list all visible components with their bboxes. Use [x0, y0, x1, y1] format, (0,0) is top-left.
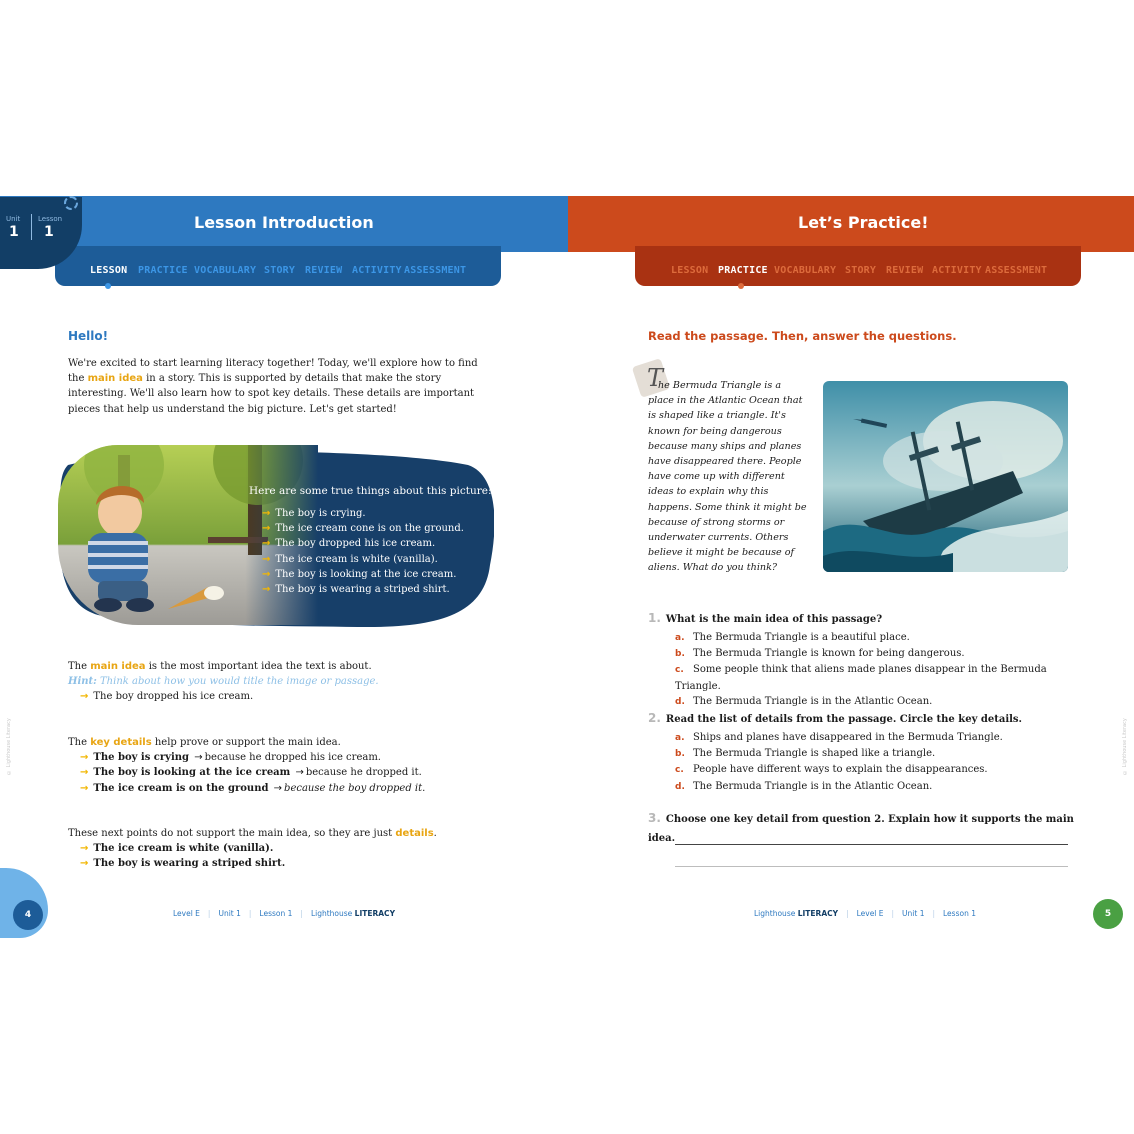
left-tab-bar — [55, 246, 501, 286]
list-item — [80, 841, 488, 856]
footer-lesson: Lesson 1 — [943, 909, 976, 918]
arrow-icon: → — [262, 568, 271, 580]
arrow-icon: → — [262, 508, 271, 519]
option-letter: c. — [675, 665, 684, 676]
ship-in-storm-image — [823, 381, 1068, 572]
details-list — [80, 841, 488, 871]
footer-unit: Unit 1 — [218, 909, 241, 918]
list-item-text: The boy is wearing a striped shirt. — [275, 584, 450, 596]
question-1 — [648, 607, 1078, 710]
tab-review[interactable]: REVIEW — [886, 265, 924, 276]
arrow-icon: → — [80, 858, 89, 870]
badge-divider — [31, 214, 32, 240]
option-letter: a. — [675, 733, 685, 743]
list-item-text: The boy is looking at the ice cream. — [275, 568, 457, 580]
greeting-heading: Hello! — [68, 329, 109, 343]
active-tab-indicator — [105, 283, 111, 289]
dropcap-letter: T — [647, 364, 664, 392]
option-letter: c. — [675, 765, 684, 776]
key-detail-rest: because the boy dropped it. — [284, 782, 426, 794]
tab-activity[interactable]: ACTIVITY — [352, 265, 402, 276]
tab-lesson[interactable]: LESSON — [90, 265, 128, 276]
unit-label: Unit — [6, 215, 21, 223]
arrow-icon: → — [80, 767, 89, 779]
option-letter: b. — [675, 649, 685, 660]
main-idea-post: is the most important idea the text is about. — [148, 661, 372, 672]
option-a[interactable] — [675, 630, 1078, 646]
footer-level: Level E — [173, 909, 200, 918]
key-detail-rest: because he dropped it. — [305, 767, 422, 779]
main-idea-answer: The boy dropped his ice cream. — [93, 691, 254, 703]
tab-assessment[interactable]: ASSESSMENT — [985, 265, 1048, 276]
list-item — [262, 567, 464, 582]
arrow-icon: → — [262, 584, 271, 596]
details-highlight: details — [395, 828, 434, 839]
list-item — [262, 521, 464, 536]
arrow-icon: → — [262, 538, 271, 550]
list-item — [80, 750, 488, 765]
option-letter: b. — [675, 749, 685, 760]
key-details-section — [68, 735, 488, 796]
picture-box-heading: Here are some true things about this picture: — [249, 485, 492, 497]
list-item — [262, 536, 464, 551]
left-footer: Level E | Unit 1 | Lesson 1 | Lighthouse LITERACY — [173, 909, 395, 918]
hint-label: Hint: — [68, 676, 97, 688]
option-text: Ships and planes have disappeared in the Bermuda Triangle. — [693, 732, 1003, 743]
hint-line — [68, 674, 488, 689]
key-details-post: help prove or support the main idea. — [154, 737, 341, 748]
lesson-label: Lesson — [38, 215, 63, 223]
detail-item: The boy is wearing a striped shirt. — [93, 858, 286, 870]
key-detail-bold: The boy is looking at the ice cream — [93, 767, 291, 779]
right-footer: Lighthouse LITERACY | Level E | Unit 1 | Lesson 1 — [754, 909, 976, 918]
detail-item: The ice cream is white (vanilla). — [93, 843, 274, 855]
details-section — [68, 826, 488, 872]
tab-review[interactable]: REVIEW — [305, 265, 343, 276]
details-post: . — [433, 828, 437, 839]
option-text: The Bermuda Triangle is in the Atlantic Ocean. — [693, 780, 933, 792]
options-list — [675, 730, 1078, 795]
option-letter: d. — [675, 781, 685, 792]
details-pre: These next points do not support the main idea, so they are just — [68, 828, 393, 839]
key-details-pre: The — [68, 737, 88, 748]
arrow-icon: → — [80, 752, 89, 764]
option-b[interactable] — [675, 646, 1078, 662]
options-list — [675, 630, 1078, 710]
main-idea-definition — [68, 659, 488, 674]
intro-paragraph — [68, 356, 480, 417]
answer-line[interactable] — [675, 866, 1068, 867]
list-item-text: The ice cream is white (vanilla). — [275, 553, 438, 565]
right-side-note: © Lighthouse Literacy — [1122, 718, 1128, 775]
list-item — [80, 856, 488, 871]
key-details-highlight: key details — [90, 737, 152, 748]
option-text: The Bermuda Triangle is in the Atlantic Ocean. — [693, 695, 933, 707]
tab-lesson[interactable]: LESSON — [671, 265, 709, 276]
key-details-list — [80, 750, 488, 796]
unit-number: 1 — [9, 224, 19, 240]
arrow-icon: → — [80, 843, 89, 855]
footer-brand-bold: LITERACY — [797, 909, 839, 918]
option-b[interactable] — [675, 746, 1078, 762]
tab-activity[interactable]: ACTIVITY — [932, 265, 982, 276]
passage-body: he Bermuda Triangle is a place in the Atlantic Ocean that is shaped like a triangle. It's known for being dangerous because many ships and planes have disappeared there. People have come up with different ideas to explain why this happens. Some think it might be because of strong storms or underwater currents. Others believe it might be because of aliens. What do you think? — [648, 380, 807, 574]
question-3 — [648, 807, 1078, 845]
list-item-text: The ice cream cone is on the ground. — [275, 523, 464, 535]
option-c[interactable] — [675, 662, 1078, 693]
intro-highlight: main idea — [87, 373, 143, 385]
question-2 — [648, 707, 1078, 795]
option-text: People have different ways to explain the disappearances. — [693, 764, 988, 776]
left-side-note: © Lighthouse Literacy — [6, 718, 12, 775]
lesson-number: 1 — [44, 224, 54, 240]
tab-story[interactable]: STORY — [845, 265, 877, 276]
key-details-definition — [68, 735, 488, 750]
option-text: The Bermuda Triangle is shaped like a triangle. — [693, 748, 936, 760]
picture-facts-list — [262, 506, 464, 597]
arrow-icon: → — [80, 782, 89, 794]
main-idea-pre: The — [68, 661, 88, 672]
coil-decoration — [64, 196, 78, 210]
list-item — [262, 582, 464, 597]
footer-level: Level E — [856, 909, 884, 918]
answer-line[interactable] — [675, 844, 1068, 845]
arrow-icon: → — [262, 553, 271, 565]
hint-text: Think about how you would title the image or passage. — [100, 676, 379, 688]
option-text: The Bermuda Triangle is known for being dangerous. — [693, 648, 965, 660]
arrow-icon: → — [295, 767, 304, 779]
list-item — [262, 552, 464, 567]
footer-unit: Unit 1 — [902, 909, 925, 918]
tab-vocabulary[interactable]: VOCABULARY — [194, 265, 257, 276]
footer-brand: Lighthouse — [754, 909, 796, 918]
list-item — [262, 506, 464, 521]
option-text: The Bermuda Triangle is a beautiful place. — [693, 632, 910, 643]
arrow-icon: → — [80, 691, 89, 703]
details-definition — [68, 826, 488, 841]
intro-text-2: in a story. This is supported by details that make the story interesting. We'll also learn how to spot key details. These details are important pieces that help us understand the big picture. Let's get started! — [68, 373, 475, 415]
footer-brand: Lighthouse — [310, 909, 353, 918]
arrow-icon: → — [262, 523, 271, 535]
main-idea-highlight: main idea — [90, 661, 146, 672]
tab-practice[interactable]: PRACTICE — [718, 265, 768, 276]
option-d[interactable] — [675, 779, 1078, 795]
list-item — [80, 765, 488, 780]
option-text: Some people think that aliens made planes disappear in the Bermuda Triangle. — [675, 664, 1047, 692]
key-detail-bold: The ice cream is on the ground — [93, 782, 269, 794]
option-a[interactable] — [675, 730, 1078, 746]
list-item — [80, 689, 488, 704]
passage-text — [648, 378, 808, 576]
tab-practice[interactable]: PRACTICE — [138, 265, 188, 276]
tab-assessment[interactable]: ASSESSMENT — [404, 265, 467, 276]
question-text: Read the list of details from the passage. Circle the key details. — [665, 714, 1023, 725]
main-idea-section — [68, 659, 488, 705]
option-letter: d. — [675, 696, 685, 707]
left-page-title: Lesson Introduction — [194, 213, 374, 232]
option-c[interactable] — [675, 762, 1078, 778]
main-idea-answer-list — [80, 689, 488, 704]
list-item-text: The boy dropped his ice cream. — [275, 538, 436, 550]
arrow-icon: → — [194, 752, 203, 764]
instruction-heading: Read the passage. Then, answer the questions. — [648, 329, 957, 343]
question-text: What is the main idea of this passage? — [665, 614, 883, 625]
tab-vocabulary[interactable]: VOCABULARY — [774, 265, 837, 276]
question-number: 1. — [648, 611, 661, 625]
footer-lesson: Lesson 1 — [259, 909, 293, 918]
right-page-number: 5 — [1093, 899, 1123, 929]
question-text: Choose one key detail from question 2. Explain how it supports the main idea. — [648, 814, 1074, 844]
option-letter: a. — [675, 633, 685, 643]
left-page-number: 4 — [13, 900, 43, 930]
tab-story[interactable]: STORY — [264, 265, 296, 276]
right-tab-bar — [635, 246, 1081, 286]
list-item-text: The boy is crying. — [275, 508, 366, 519]
intro-text-1: We're excited to start learning literacy together! Today, we'll explore how to find the — [68, 358, 478, 385]
key-detail-rest: because he dropped his ice cream. — [204, 752, 381, 764]
list-item — [80, 781, 488, 796]
arrow-icon: → — [273, 782, 283, 794]
key-detail-bold: The boy is crying — [93, 752, 190, 764]
question-number: 2. — [648, 711, 661, 725]
footer-brand-bold: LITERACY — [354, 909, 395, 918]
question-number: 3. — [648, 811, 661, 825]
active-tab-indicator — [738, 283, 744, 289]
right-page-title: Let’s Practice! — [798, 213, 929, 232]
